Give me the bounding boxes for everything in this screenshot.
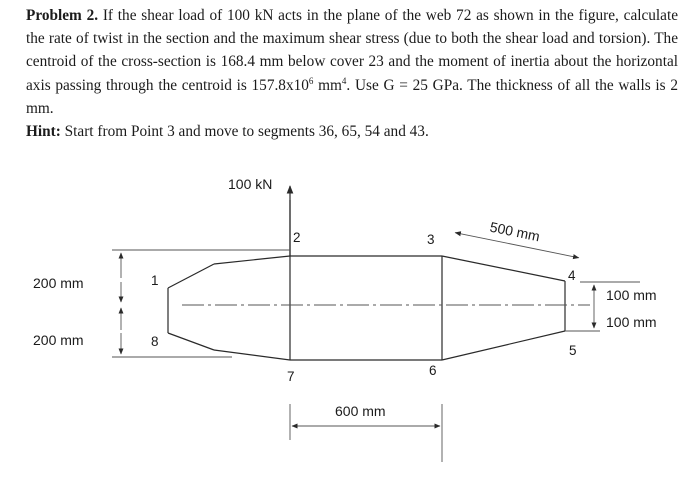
point-6-label: 6 (429, 363, 437, 378)
point-3-label: 3 (427, 232, 435, 247)
point-7-label: 7 (287, 369, 295, 384)
dim-right-bottom-label: 100 mm (606, 314, 657, 330)
wall-78 (214, 350, 290, 360)
problem-label: Problem 2. (26, 7, 99, 24)
hint-text: Start from Point 3 and move to segments 36, 65, 54 and 43. (60, 123, 429, 140)
dim-left-bottom-label: 200 mm (33, 332, 84, 348)
wall-12-taper (168, 264, 214, 288)
hint-label: Hint: (26, 123, 61, 140)
load-label: 100 kN (228, 176, 273, 192)
wall-56 (442, 331, 565, 360)
wall-12 (214, 256, 290, 264)
problem-text-end: . Use G = 25 GPa. The thickness of all the walls is 2 mm. (26, 76, 678, 117)
dim-right-top-label: 100 mm (606, 287, 657, 303)
problem-exponent-6: 6 (308, 75, 314, 86)
section-outline (168, 256, 565, 360)
dim-600-label: 600 mm (335, 403, 386, 419)
dim-left-top-label: 200 mm (33, 275, 84, 291)
point-4-label: 4 (568, 268, 576, 283)
point-1-label: 1 (151, 273, 159, 288)
problem-text: If the shear load of 100 kN acts in the plane of the web 72 as shown in the figure, calculate the rate of twist in the section and the maximum shear stress (due to both the shear load and torsion). The centroid of the cross-section is 168.4 mm below cover 23 and the moment of inertia about the horizontal axis passing through the centroid is 157.8x10 (26, 7, 679, 94)
dim-500-label: 500 mm (488, 218, 542, 245)
point-5-label: 5 (569, 343, 577, 358)
wall-78-taper (168, 333, 214, 350)
problem-exponent-4: 4 (341, 75, 347, 86)
problem-unit: mm (313, 76, 342, 94)
point-2-label: 2 (293, 230, 301, 245)
wall-34 (442, 256, 565, 281)
dim-500-group (455, 212, 583, 258)
point-8-label: 8 (151, 334, 159, 349)
